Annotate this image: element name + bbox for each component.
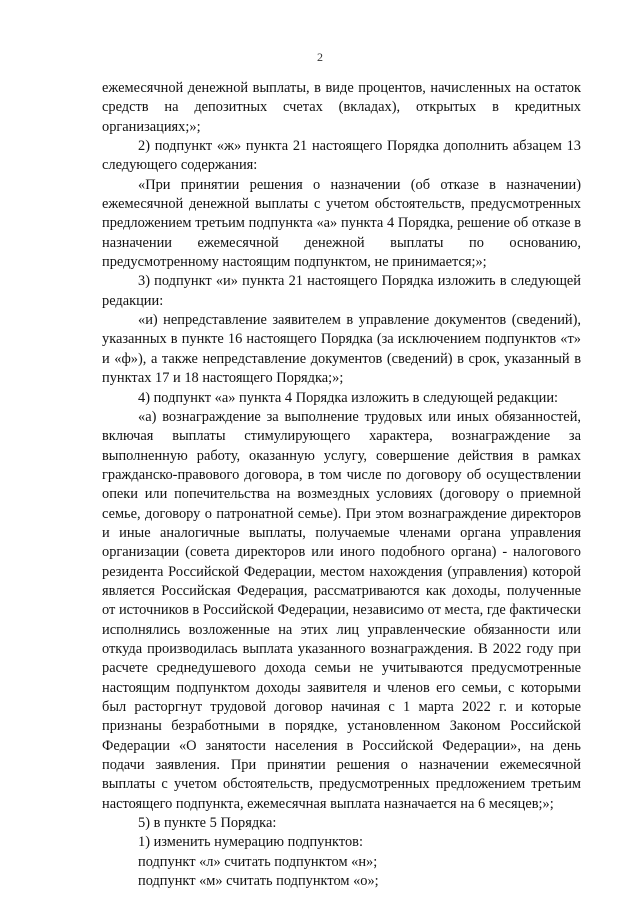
paragraph-3: «При принятии решения о назначении (об отказе в назначении) ежемесячной денежной выплаты с учетом обстоятельств, предусмотренных предложением третьим подпункта «а» пункта 4 Порядка, решение об отказе в назначении ежемесячной денежной выплаты по основанию, предусмотренному настоящим подпунктом, не принимается;»; xyxy=(102,176,581,271)
paragraph-4: 3) подпункт «и» пункта 21 настоящего Порядка изложить в следующей редакции: xyxy=(102,273,581,309)
paragraph-11: подпункт «м» считать подпунктом «о»; xyxy=(138,873,379,890)
paragraph-6: 4) подпункт «а» пункта 4 Порядка изложить в следующей редакции: xyxy=(138,389,559,406)
paragraph-7: «а) вознаграждение за выполнение трудовых или иных обязанностей, включая выплаты стимулирующего характера, вознаграждение за выполненную работу, оказанную услугу, совершение действия в рамках гражданско-правового договора, в том числе по договору об осуществлении опеки или попечительства на возмездных условиях (договору о приемной семье, договору о патронатной семье). При этом вознаграждение директоров и иные аналогичные выплаты, получаемые членами органа управления организации (совета директоров или иного подобного органа) - налогового резидента Российской Федерации, местом нахождения (управления) которой является Российская Федерация, рассматриваются как доходы, полученные от источников в Российской Федерации, независимо от места, где фактически исполнялись возложенные на этих лиц управленческие обязанности или откуда производилась выплата указанного вознаграждения. В 2022 году при расчете среднедушевого дохода семьи не учитываются предусмотренные настоящим подпунктом доходы заявителя и членов его семьи, с которыми был расторгнут трудовой договор начиная с 1 марта 2022 г. и которые признаны безработными в порядке, установленном Законом Российской Федерации «О занятости населения в Российской Федерации», на день подачи заявления. При принятии решения о назначении ежемесячной выплаты с учетом обстоятельств, предусмотренных предложением третьим настоящего подпункта, ежемесячная выплата назначается на 6 месяцев;»; xyxy=(102,408,581,812)
paragraph-1: ежемесячной денежной выплаты, в виде процентов, начисленных на остаток средств на депозитных счетах (вкладах), открытых в кредитных организациях;»; xyxy=(102,80,581,135)
paragraph-5: «и) непредставление заявителем в управление документов (сведений), указанных в пункте 16 настоящего Порядка (за исключением подпунктов «т» и «ф»), а также непредставление документов (сведений) в срок, указанный в пунктах 17 и 18 настоящего Порядка;»; xyxy=(102,312,581,387)
page-number: 2 xyxy=(317,50,323,64)
document-body xyxy=(102,79,581,891)
paragraph-9: 1) изменить нумерацию подпунктов: xyxy=(138,834,363,851)
paragraph-10: подпункт «л» считать подпунктом «н»; xyxy=(138,853,378,870)
paragraph-8: 5) в пункте 5 Порядка: xyxy=(138,815,277,832)
paragraph-2: 2) подпункт «ж» пункта 21 настоящего Порядка дополнить абзацем 13 следующего содержания: xyxy=(102,138,581,174)
